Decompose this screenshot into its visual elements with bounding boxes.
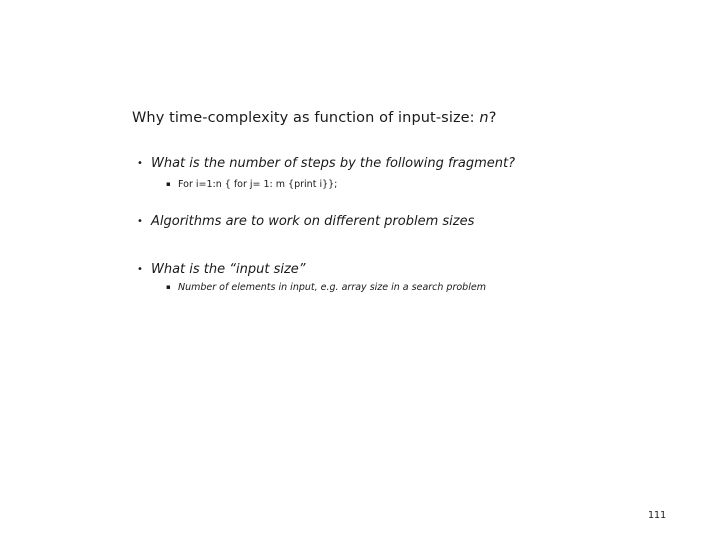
- bullet-item: [137, 156, 515, 171]
- sub-bullet-text: Number of elements in input, e.g. array size in a search problem: [178, 282, 486, 293]
- bullet-item: [137, 262, 306, 277]
- title-prefix: Why time-complexity as function of input-size:: [132, 110, 480, 126]
- page-number: 111: [648, 510, 667, 521]
- bullet-item: [137, 214, 474, 229]
- title-suffix: ?: [488, 110, 497, 126]
- sub-bullet-item: [166, 282, 486, 293]
- sub-bullet-icon: ▪: [166, 283, 171, 291]
- slide-title: [132, 110, 496, 126]
- sub-bullet-item: [166, 179, 337, 190]
- bullet-icon: •: [137, 264, 143, 275]
- sub-bullet-icon: ▪: [166, 180, 171, 188]
- bullet-icon: •: [137, 216, 143, 227]
- bullet-text: What is the “input size”: [151, 262, 306, 277]
- title-variable: n: [479, 110, 489, 126]
- bullet-icon: •: [137, 158, 143, 169]
- bullet-text: What is the number of steps by the following fragment?: [151, 156, 515, 171]
- sub-bullet-text: For i=1:n { for j= 1: m {print i}};: [178, 179, 338, 190]
- bullet-text: Algorithms are to work on different problem sizes: [151, 214, 475, 229]
